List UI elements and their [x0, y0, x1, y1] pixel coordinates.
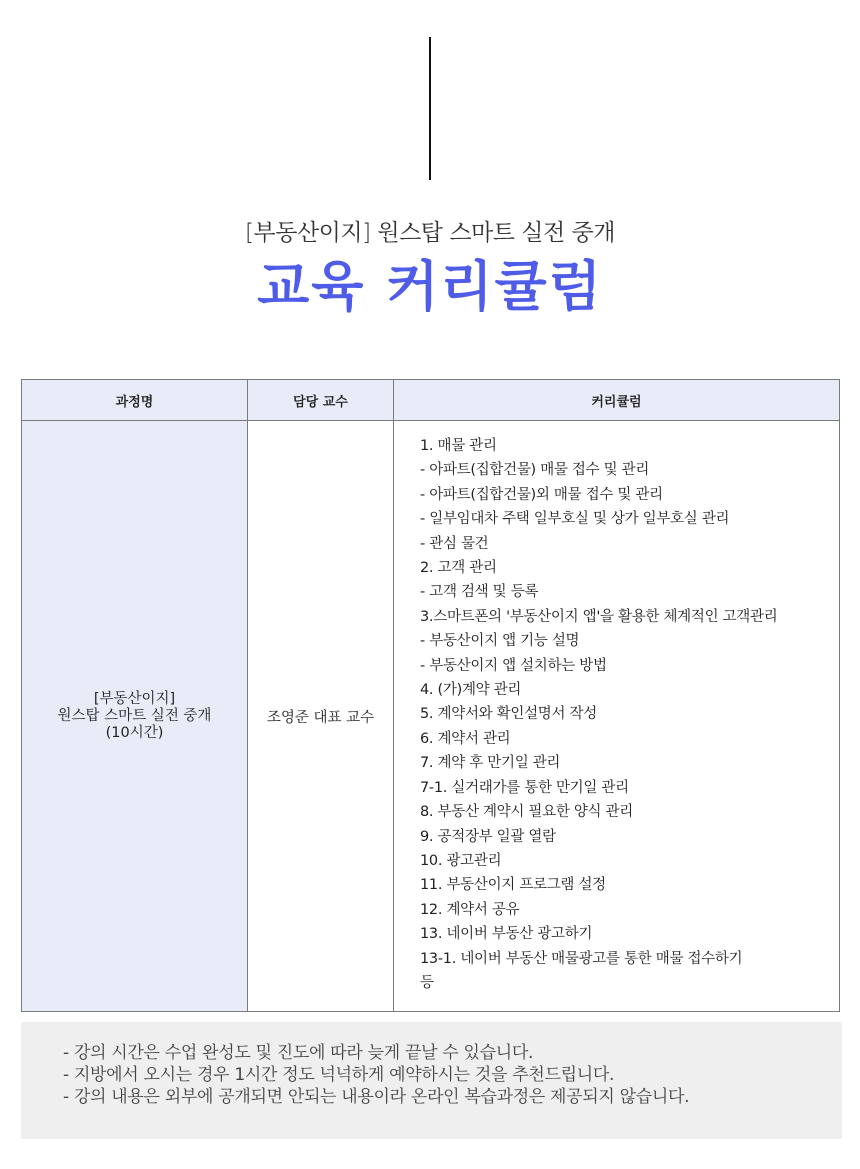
curriculum-item: 12. 계약서 공유	[420, 901, 520, 918]
curriculum-item: 2. 고객 관리	[420, 560, 497, 577]
curriculum-item: - 부동산이지 앱 설치하는 방법	[420, 657, 607, 674]
curriculum-table	[21, 379, 840, 1012]
curriculum-item: - 일부임대차 주택 일부호실 및 상가 일부호실 관리	[420, 511, 730, 528]
curriculum-cell	[394, 421, 840, 1012]
curriculum-item: 8. 부동산 계약시 필요한 양식 관리	[420, 804, 633, 821]
curriculum-item: - 아파트(집합건물) 매물 접수 및 관리	[420, 462, 650, 479]
notes-box	[21, 1022, 842, 1139]
decorative-vertical-line	[429, 37, 431, 180]
page-title: 교육 커리큘럼	[257, 255, 603, 318]
curriculum-item: - 고객 검색 및 등록	[420, 584, 539, 601]
course-name-line: 원스탑 스마트 실전 중개	[57, 707, 212, 724]
curriculum-item: 6. 계약서 관리	[420, 730, 511, 747]
table-header-row	[22, 380, 840, 421]
curriculum-item: - 부동산이지 앱 기능 설명	[420, 633, 580, 650]
course-name-cell	[22, 421, 248, 1012]
course-name-line: [부동산이지]	[93, 690, 176, 707]
curriculum-item: 등	[420, 974, 434, 991]
curriculum-item: - 아파트(집합건물)외 매물 접수 및 관리	[420, 486, 663, 503]
curriculum-item: 7. 계약 후 만기일 관리	[420, 755, 561, 772]
header-professor: 담당 교수	[248, 380, 394, 421]
curriculum-item: 3.스마트폰의 '부동산이지 앱'을 활용한 체계적인 고객관리	[420, 608, 778, 625]
note-line: - 지방에서 오시는 경우 1시간 정도 넉넉하게 예약하시는 것을 추천드립니다.	[63, 1065, 615, 1085]
curriculum-item: 1. 매물 관리	[420, 438, 497, 454]
curriculum-item: 9. 공적장부 일괄 열람	[420, 828, 556, 845]
header-course-name: 과정명	[22, 380, 248, 421]
curriculum-item: 10. 광고관리	[420, 852, 502, 869]
note-line: - 강의 내용은 외부에 공개되면 안되는 내용이라 온라인 복습과정은 제공되지 않습니다.	[63, 1087, 690, 1107]
table-row	[22, 421, 840, 1012]
note-line: - 강의 시간은 수업 완성도 및 진도에 따라 늦게 끝날 수 있습니다.	[63, 1043, 534, 1063]
professor-cell: 조영준 대표 교수	[248, 421, 394, 1012]
curriculum-item: 5. 계약서와 확인설명서 작성	[420, 706, 597, 723]
curriculum-item: 13-1. 네이버 부동산 매물광고를 통한 매물 접수하기	[420, 950, 743, 967]
page-subtitle: [부동산이지] 원스탑 스마트 실전 중개	[245, 220, 615, 246]
curriculum-item: - 관심 물건	[420, 535, 489, 552]
curriculum-item: 4. (가)계약 관리	[420, 682, 522, 699]
curriculum-item: 11. 부동산이지 프로그램 설정	[420, 877, 606, 894]
header-curriculum: 커리큘럼	[394, 380, 840, 421]
course-name-line: (10시간)	[105, 724, 164, 741]
curriculum-item: 13. 네이버 부동산 광고하기	[420, 926, 593, 943]
curriculum-item: 7-1. 실거래가를 통한 만기일 관리	[420, 779, 629, 796]
